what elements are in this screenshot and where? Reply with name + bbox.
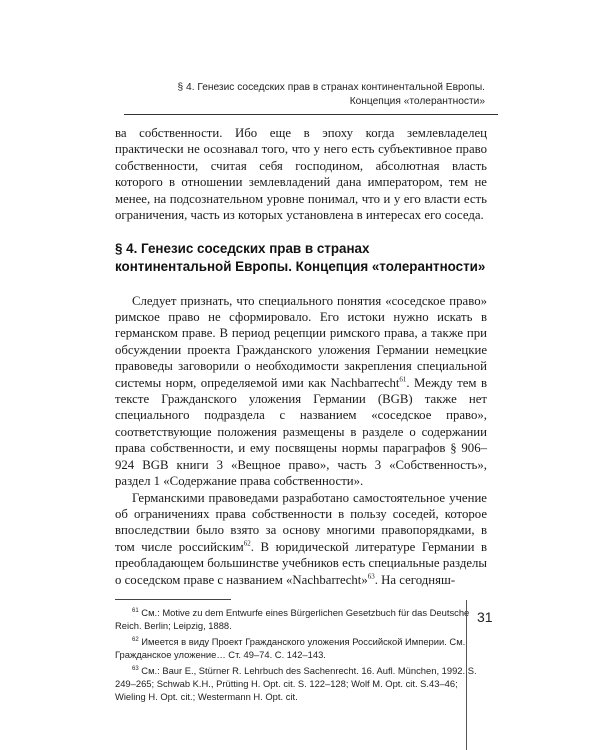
paragraph-text: Германскими правоведами разработано самостоятельное учение об ограничениях права собственности в пользу соседей, которое впоследствии было взято за основу многими правопорядками, в том числе российским (115, 490, 487, 554)
footnote-text: См.: Motive zu dem Entwurfe eines Bürgerlichen Gesetzbuch für das Deutsche Reich. Berlin; Leipzig, 1888. (115, 606, 470, 632)
footnote-ref: 62 (243, 539, 251, 548)
footnote-number: 62 (132, 636, 139, 643)
paragraph-text: . В юридической литературе Германии в преобладающем большинстве учебников есть специальные разделы о соседском праве с названием «Nachbarrecht» (115, 539, 487, 587)
paragraph (115, 293, 487, 490)
footnote-divider (115, 599, 231, 600)
footnote-text: Имеется в виду Проект Гражданского уложения Российской Империи. См.: Гражданское уложение… Ст. 49–74. С. 142–143. (115, 635, 468, 661)
page-number: 31 (477, 609, 493, 625)
footnote (115, 635, 487, 662)
header-divider (124, 114, 498, 115)
paragraph (115, 490, 487, 588)
paragraph-text: . Между тем в тексте Гражданского уложения Германии (BGB) также нет специального подраздела с названием «соседское право», соответствующие положения размещены в разделе о содержании права собственности, и ему посвящены нормы параграфов § 906–924 BGB книги 3 «Вещное право», часть 3 «Собственность», раздел 1 «Содержание права собственности». (115, 375, 487, 489)
footnote (115, 664, 487, 704)
page-number-divider (466, 600, 467, 750)
paragraph-text: . На сегодняш- (374, 572, 456, 587)
body-text (115, 125, 487, 706)
footnote-text: См.: Baur E., Stürner R. Lehrbuch des Sachenrecht. 16. Aufl. München, 1992. S. 249–265; Schwab K.H., Prütting H. Opt. cit. S. 122–128; Wolf M. Opt. cit. S.43–46; Wieling H. Opt. cit.; Westermann H. Opt. cit. (115, 664, 477, 703)
running-header-line-2: Концепция «толерантности» (349, 96, 485, 107)
running-header-line-1: § 4. Генезис соседских прав в странах континентальной Европы. (177, 82, 485, 93)
paragraph-text: Следует признать, что специального понятия «соседское право» римское право не сформировало. Его истоки нужно искать в германском праве. В период рецепции римского права, а также при обсуждении проекта Гражданского уложения Германии немецкие правоведы заговорили о необходимости закрепления специальной системы норм, определяемой ими как Nachbarrecht (115, 293, 487, 390)
footnote-number: 61 (132, 607, 139, 614)
continuation-paragraph: ва собственности. Ибо еще в эпоху когда землевладелец практически не осознавал того, что у него есть субъективное право собственности, считая себя господином, абсолютная власть которого в отношении землевладений дана императором, тем не менее, на подсознательном уровне понимал, что и у его власти есть ограничения, часть из которых установлена в интересах его соседа. (115, 126, 487, 223)
running-header (135, 81, 485, 109)
footnote-ref: 63 (367, 572, 375, 581)
section-heading: § 4. Генезис соседских прав в странах континентальной Европы. Концепция «толерантности» (115, 241, 486, 275)
footnote-number: 63 (132, 665, 139, 672)
footnote-ref: 61 (399, 375, 407, 384)
footnote (115, 606, 487, 633)
